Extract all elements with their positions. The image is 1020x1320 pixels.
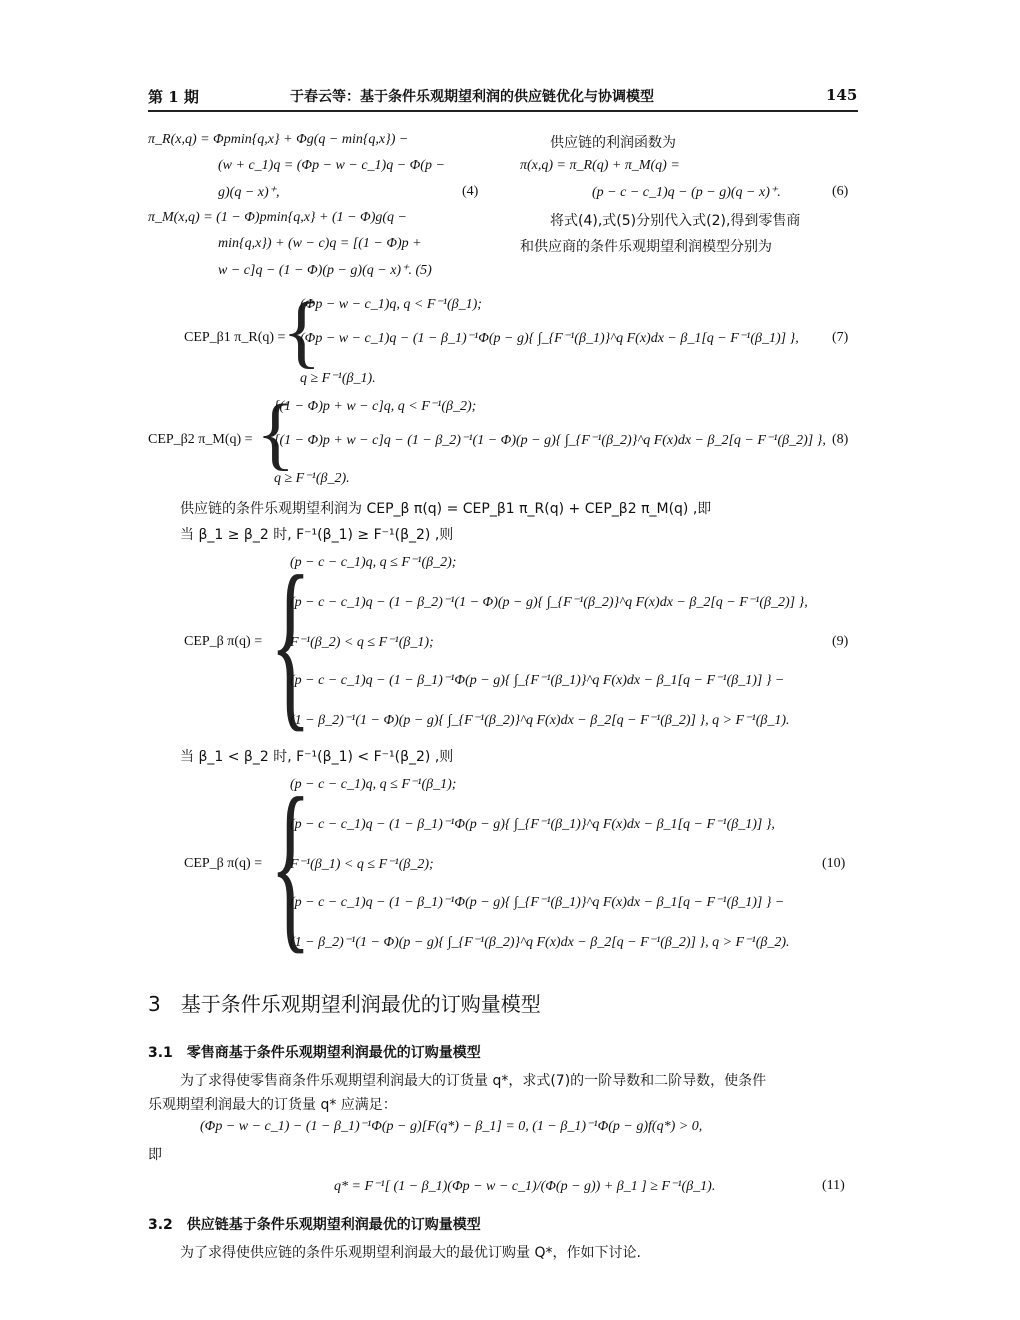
- eq9-case4: (p − c − c_1)q − (1 − β_1)⁻¹Φ(p − g){ ∫_{F⁻¹(β_1)}^q F(x)dx − β_1[q − F⁻¹(β_1)] } −: [290, 673, 785, 688]
- para-3-1-line2: 乐观期望利润最大的订货量 q* 应满足：: [148, 1097, 397, 1113]
- subsection-3-2-heading: 3.2 供应链基于条件乐观期望利润最优的订购量模型: [148, 1217, 481, 1233]
- eq10-case2: (p − c − c_1)q − (1 − β_1)⁻¹Φ(p − g){ ∫_{F⁻¹(β_1)}^q F(x)dx − β_1[q − F⁻¹(β_1)] },: [290, 817, 775, 832]
- eq4-line3: g)(q − x)⁺,: [218, 185, 280, 200]
- eq4-line1: π_R(x,q) = Φpmin{q,x} + Φg(q − min{q,x}) −: [148, 132, 409, 147]
- eq8-case1: [(1 − Φ)p + w − c]q, q < F⁻¹(β_2);: [274, 399, 477, 414]
- eq10-case4: (p − c − c_1)q − (1 − β_1)⁻¹Φ(p − g){ ∫_{F⁻¹(β_1)}^q F(x)dx − β_1[q − F⁻¹(β_1)] } −: [290, 895, 785, 910]
- eq7-brace: {: [282, 285, 322, 376]
- eq8-case2: [(1 − Φ)p + w − c]q − (1 − β_2)⁻¹(1 − Φ)(p − g){ ∫_{F⁻¹(β_2)}^q F(x)dx − β_2[q − F⁻¹(β_2)] },: [274, 433, 826, 448]
- eq8-lhs: CEP_β2 π_M(q) =: [148, 432, 253, 447]
- eq-condition: (Φp − w − c_1) − (1 − β_1)⁻¹Φ(p − g)[F(q*) − β_1] = 0, (1 − β_1)⁻¹Φ(p − g)f(q*) > 0,: [200, 1119, 703, 1134]
- eq7-lhs: CEP_β1 π_R(q) =: [184, 330, 286, 345]
- right-text-1: 供应链的利润函数为: [550, 135, 676, 151]
- eq9-case3: F⁻¹(β_2) < q ≤ F⁻¹(β_1);: [290, 635, 434, 650]
- header-rule: [148, 110, 858, 112]
- eq8-case3: q ≥ F⁻¹(β_2).: [274, 471, 350, 486]
- running-title: 于春云等：基于条件乐观期望利润的供应链优化与协调模型: [290, 89, 654, 105]
- eq9-lhs: CEP_β π(q) =: [184, 634, 263, 649]
- right-text-3: 和供应商的条件乐观期望利润模型分别为: [520, 239, 772, 255]
- eq7-case1: (Φp − w − c_1)q, q < F⁻¹(β_1);: [300, 297, 482, 312]
- eq9-case5: (1 − β_2)⁻¹(1 − Φ)(p − g){ ∫_{F⁻¹(β_2)}^q F(x)dx − β_2[q − F⁻¹(β_2)] }, q > F⁻¹(β_1).: [290, 713, 790, 728]
- eq7-case3: q ≥ F⁻¹(β_1).: [300, 371, 376, 386]
- eq9-case2: (p − c − c_1)q − (1 − β_2)⁻¹(1 − Φ)(p − g){ ∫_{F⁻¹(β_2)}^q F(x)dx − β_2[q − F⁻¹(β_2)] },: [290, 595, 808, 610]
- eq6-line1: π(x,q) = π_R(q) + π_M(q) =: [520, 158, 680, 173]
- eq7-case2: (Φp − w − c_1)q − (1 − β_1)⁻¹Φ(p − g){ ∫_{F⁻¹(β_1)}^q F(x)dx − β_1[q − F⁻¹(β_1)] },: [300, 331, 799, 346]
- para-3-2: 为了求得使供应链的条件乐观期望利润最大的最优订购量 Q*，作如下讨论.: [180, 1245, 641, 1261]
- ji-label: 即: [148, 1147, 162, 1163]
- para-cep-total: 供应链的条件乐观期望利润为 CEP_β π(q) = CEP_β1 π_R(q) + CEP_β2 π_M(q) ,即: [180, 501, 712, 517]
- eq5-line2: min{q,x}) + (w − c)q = [(1 − Φ)p +: [218, 236, 422, 251]
- para-case-beta1-lt: 当 β_1 < β_2 时, F⁻¹(β_1) < F⁻¹(β_2) ,则: [180, 749, 454, 765]
- eq9-brace: {: [270, 538, 312, 748]
- section-3-heading: 3 基于条件乐观期望利润最优的订购量模型: [148, 992, 541, 1016]
- eq11: q* = F⁻¹[ (1 − β_1)(Φp − w − c_1)/(Φ(p − g)) + β_1 ] ≥ F⁻¹(β_1).: [334, 1179, 716, 1194]
- para-case-beta1-ge: 当 β_1 ≥ β_2 时, F⁻¹(β_1) ≥ F⁻¹(β_2) ,则: [180, 527, 454, 543]
- eq4-number: (4): [462, 184, 479, 199]
- eq8-brace: {: [256, 387, 296, 478]
- eq10-lhs: CEP_β π(q) =: [184, 856, 263, 871]
- eq10-case3: F⁻¹(β_1) < q ≤ F⁻¹(β_2);: [290, 857, 434, 872]
- eq10-case5: (1 − β_2)⁻¹(1 − Φ)(p − g){ ∫_{F⁻¹(β_2)}^q F(x)dx − β_2[q − F⁻¹(β_2)] }, q > F⁻¹(β_2).: [290, 935, 790, 950]
- para-3-1-line1: 为了求得使零售商条件乐观期望利润最大的订货量 q*，求式(7)的一阶导数和二阶导数，使条件: [180, 1073, 767, 1089]
- eq6-number: (6): [832, 184, 849, 199]
- eq4-line2: (w + c_1)q = (Φp − w − c_1)q − Φ(p −: [218, 158, 445, 173]
- eq9-case1: (p − c − c_1)q, q ≤ F⁻¹(β_2);: [290, 555, 457, 570]
- page-number: 145: [826, 86, 858, 104]
- eq10-number: (10): [822, 856, 846, 871]
- right-text-2: 将式(4),式(5)分别代入式(2),得到零售商: [550, 213, 801, 229]
- eq5-line1: π_M(x,q) = (1 − Φ)pmin{q,x} + (1 − Φ)g(q −: [148, 210, 407, 225]
- issue-label: 第 1 期: [148, 88, 199, 106]
- eq5-line3: w − c]q − (1 − Φ)(p − g)(q − x)⁺. (5): [218, 263, 432, 278]
- subsection-3-1-heading: 3.1 零售商基于条件乐观期望利润最优的订购量模型: [148, 1045, 481, 1061]
- eq7-number: (7): [832, 330, 849, 345]
- eq9-number: (9): [832, 634, 849, 649]
- eq10-case1: (p − c − c_1)q, q ≤ F⁻¹(β_1);: [290, 777, 457, 792]
- eq8-number: (8): [832, 432, 849, 447]
- eq11-number: (11): [822, 1178, 845, 1193]
- eq10-brace: {: [270, 760, 312, 970]
- eq6-line2: (p − c − c_1)q − (p − g)(q − x)⁺.: [592, 185, 781, 200]
